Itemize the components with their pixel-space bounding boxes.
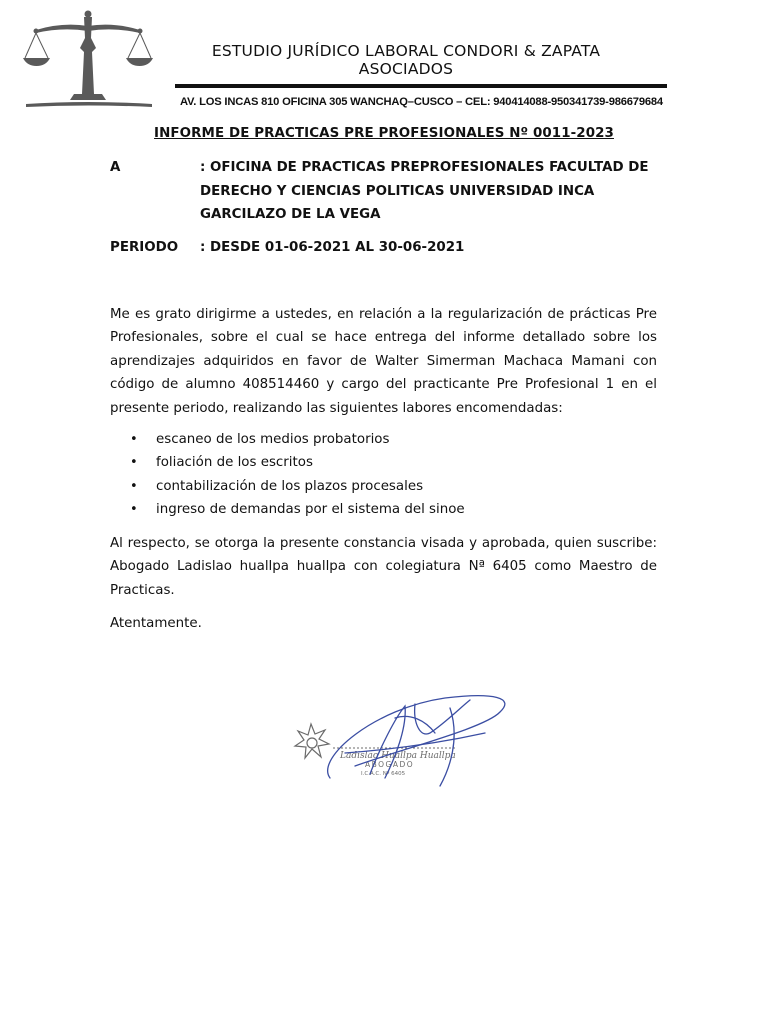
bullet-icon: • — [130, 455, 138, 471]
list-item — [110, 428, 657, 451]
firm-name-line-2: ASOCIADOS — [358, 60, 454, 78]
bullet-icon: • — [130, 502, 138, 518]
list-item — [110, 475, 657, 498]
period-value: : DESDE 01-06-2021 AL 30-06-2021 — [200, 240, 465, 255]
task-text: ingreso de demandas por el sistema del sinoe — [156, 502, 465, 518]
addressee-value: : OFICINA DE PRACTICAS PREPROFESIONALES FACULTAD DE DERECHO Y CIENCIAS POLITICAS UNIVERSIDAD INCA GARCILAZO DE LA VEGA — [200, 160, 649, 222]
bullet-icon: • — [130, 432, 138, 447]
task-text: contabilización de los plazos procesales — [156, 478, 424, 494]
header-divider — [175, 84, 667, 88]
stamp-title: ABOGADO — [365, 760, 415, 769]
report-title: INFORME DE PRACTICAS PRE PROFESIONALES Nº 0011-2023 — [154, 126, 614, 141]
firm-name-line-1: ESTUDIO JURÍDICO LABORAL CONDORI & ZAPATA — [211, 42, 601, 60]
stamp-name: Ladislao Huallpa Huallpa — [340, 751, 456, 761]
farewell: Atentamente. — [110, 616, 202, 631]
stamp-registration: I.C.A.C. Nº 6405 — [361, 771, 406, 777]
period-label: PERIODO — [110, 240, 179, 255]
closing-paragraph: Al respecto, se otorga la presente constancia visada y aprobada, quien suscribe: Abogado Ladislao huallpa huallpa con colegiatura Nª 6405 como Maestro de Practicas. — [110, 536, 657, 598]
signature-stamp — [245, 678, 525, 798]
handwritten-signature — [328, 696, 505, 786]
intro-paragraph: Me es grato dirigirme a ustedes, en relación a la regularización de prácticas Pre Profesionales, sobre el cual se hace entrega del informe detallado sobre los aprendizajes adquiridos en favor de Walter Simerman Machaca Mamani con código de alumno 408514460 y cargo del practicante Pre Profesional 1 en el presente periodo, realizando las siguientes labores encomendadas: — [110, 307, 657, 416]
star-seal-icon — [295, 724, 329, 758]
firm-address: AV. LOS INCAS 810 OFICINA 305 WANCHAQ–CUSCO – CEL: 940414088-950341739-986679684 — [180, 96, 663, 108]
bullet-icon: • — [130, 478, 138, 494]
task-list — [110, 428, 657, 522]
firm-name — [170, 42, 642, 78]
scales-of-justice-icon — [22, 8, 154, 112]
list-item — [110, 451, 657, 474]
addressee-label: A — [110, 160, 121, 175]
task-text: escaneo de los medios probatorios — [156, 432, 390, 447]
task-text: foliación de los escritos — [156, 455, 313, 471]
list-item — [110, 498, 657, 521]
